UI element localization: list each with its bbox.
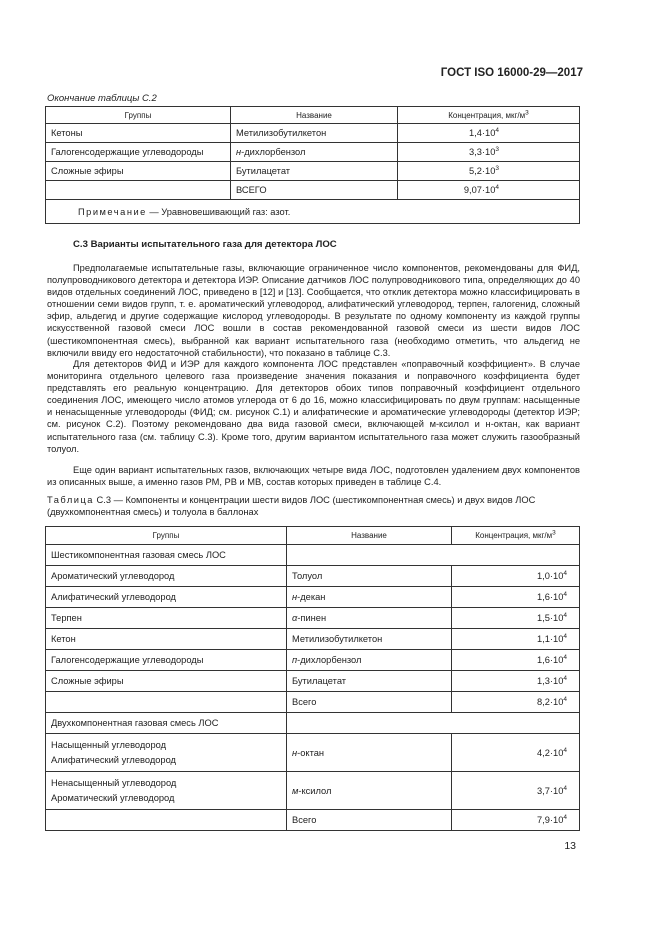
- table-row: [46, 608, 580, 629]
- table-c3-caption-text: С.3 — Компоненты и концентрации шести видов ЛОС (шестикомпонентная смесь) и двух видов ЛОС (двухкомпонентная смесь) и толуола в баллонах: [47, 495, 536, 517]
- table-c2-caption: Окончание таблицы С.2: [47, 93, 157, 104]
- group-cell: Сложные эфиры: [46, 671, 287, 692]
- empty-cell: [287, 713, 580, 734]
- page-number: 13: [564, 840, 576, 852]
- concentration-cell: $1,5\cdot 10^4$: [452, 608, 580, 629]
- document-header: ГОСТ ISO 16000-29—2017: [440, 67, 583, 79]
- name-cell: Метилизобутилкетон: [287, 629, 452, 650]
- concentration-cell: $1,0\cdot 10^4$: [452, 566, 580, 587]
- section-label: Шестикомпонентная газовая смесь ЛОС: [46, 545, 287, 566]
- name-cell: п-дихлорбензол: [287, 650, 452, 671]
- column-header-name: Название: [287, 527, 452, 545]
- concentration-cell: $9,07\cdot 10^4$: [398, 181, 580, 200]
- table-note-row: [46, 200, 580, 224]
- group-cell: [46, 181, 231, 200]
- concentration-cell: $3,7\cdot 10^4$: [452, 772, 580, 810]
- concentration-cell: $5,2\cdot 10^3$: [398, 162, 580, 181]
- name-cell: н-декан: [287, 587, 452, 608]
- table-row: [46, 181, 580, 200]
- column-header-concentration: Концентрация, мкг/$м^3$: [452, 527, 580, 545]
- concentration-cell: $7,9\cdot 10^4$: [452, 810, 580, 831]
- table-c2: [45, 106, 580, 224]
- empty-cell: [287, 545, 580, 566]
- concentration-cell: $4,2\cdot 10^4$: [452, 734, 580, 772]
- group-cell: Кетон: [46, 629, 287, 650]
- table-row: [46, 671, 580, 692]
- table-c3-caption-label: Таблица: [47, 495, 94, 505]
- group-cell: Сложные эфиры: [46, 162, 231, 181]
- note-text: — Уравновешивающий газ: азот.: [146, 206, 291, 217]
- concentration-cell: $1,4\cdot 10^4$: [398, 124, 580, 143]
- table-row: [46, 650, 580, 671]
- table-row: [46, 143, 580, 162]
- table-row: [46, 587, 580, 608]
- table-row: [46, 162, 580, 181]
- table-row: [46, 734, 580, 772]
- table-header-row: [46, 527, 580, 545]
- paragraph-2: Для детекторов ФИД и ИЭР для каждого компонента ЛОС представлен «поправочный коэффициент». В случае мониторинга отдельного целевого газа произведение значения показания и поправочного коэффициента будет представлять его реальную концентрацию. Для детекторов обоих типов поправочный коэффициент отдельного соединения ЛОС, имеющего число атомов углерода от 6 до 16, можно классифицировать по двум группам: насыщенные и ненасыщенные углеводороды (ФИД; см. рисунок С.1) и алифатические и ароматические углеводороды (детектор ИЭР; см. рисунок С.2). Поэтому рекомендовано два вида газовой смеси, включающей м-ксилол и н-октан, как вариант испытательного газа (см. таблицу С.3). Кроме того, другим вариантом испытательного газа может служить газообразный толуол.: [47, 359, 580, 454]
- group-cell: Алифатический углеводород: [46, 587, 287, 608]
- table-c3-caption: [47, 494, 580, 518]
- table-row: [46, 772, 580, 810]
- paragraph-3: Еще один вариант испытательных газов, включающих четыре вида ЛОС, подготовлен удалением двух компонентов из описанных выше, а именно газов РМ, РВ и МВ, состав которых приведен в таблице С.4.: [47, 465, 580, 488]
- section-row: [46, 545, 580, 566]
- table-c3: [45, 526, 580, 831]
- name-cell: м-ксилол: [287, 772, 452, 810]
- group-cell: Ненасыщенный углеводород Ароматический углеводород: [46, 772, 287, 810]
- name-cell: Бутилацетат: [287, 671, 452, 692]
- group-cell: Галогенсодержащие углеводороды: [46, 143, 231, 162]
- name-cell: ВСЕГО: [231, 181, 398, 200]
- group-cell: Терпен: [46, 608, 287, 629]
- column-header-groups: Группы: [46, 527, 287, 545]
- group-cell: [46, 810, 287, 831]
- table-header-row: [46, 107, 580, 124]
- name-cell: н-октан: [287, 734, 452, 772]
- name-cell: Бутилацетат: [231, 162, 398, 181]
- name-cell: Толуол: [287, 566, 452, 587]
- concentration-cell: $1,3\cdot 10^4$: [452, 671, 580, 692]
- group-cell: Ароматический углеводород: [46, 566, 287, 587]
- concentration-cell: $1,6\cdot 10^4$: [452, 587, 580, 608]
- section-row: [46, 713, 580, 734]
- group-cell: Галогенсодержащие углеводороды: [46, 650, 287, 671]
- name-cell: Метилизобутилкетон: [231, 124, 398, 143]
- column-header-groups: Группы: [46, 107, 231, 124]
- section-label: Двухкомпонентная газовая смесь ЛОС: [46, 713, 287, 734]
- concentration-cell: $1,1\cdot 10^4$: [452, 629, 580, 650]
- table-row: [46, 692, 580, 713]
- concentration-cell: $3,3\cdot 10^3$: [398, 143, 580, 162]
- table-row: [46, 124, 580, 143]
- group-cell: [46, 692, 287, 713]
- column-header-concentration: Концентрация, мкг/$м^3$: [398, 107, 580, 124]
- paragraph-1: Предполагаемые испытательные газы, включающие ограниченное число компонентов, рекомендованы для ФИД, полупроводникового детектора и детектора ИЭР. Описание датчиков ЛОС полупроводникового типа, определяющих до 40 видов отдельных соединений ЛОС, приведено в [12] и [13]. Сообщается, что отклик детектора можно классифицировать в отношении семи видов групп, т. е. ароматический углеводород, алифатический углеводород, терпен, галогенид, сложный эфир, альдегид и другие содержащие кислород углеводороды. В результате по одному компоненту из каждой группы искусственной газовой смеси ЛОС вошли в состав рекомендованной газовой смеси из шести видов ЛОС (шестикомпонентная смесь), выбранной как вариант испытательного газа (необходимо отметить, что альдегид не включили ввиду его недостаточной стабильности), что показано в таблице С.3.: [47, 263, 580, 358]
- table-row: [46, 566, 580, 587]
- table-row: [46, 810, 580, 831]
- concentration-cell: $1,6\cdot 10^4$: [452, 650, 580, 671]
- note-label: Примечание: [78, 206, 147, 217]
- name-cell: Всего: [287, 692, 452, 713]
- table-note: [46, 200, 580, 224]
- table-row: [46, 629, 580, 650]
- name-cell: α-пинен: [287, 608, 452, 629]
- column-header-name: Название: [231, 107, 398, 124]
- section-heading: С.3 Варианты испытательного газа для детектора ЛОС: [73, 239, 337, 250]
- group-cell: Кетоны: [46, 124, 231, 143]
- name-cell: Всего: [287, 810, 452, 831]
- name-cell: н-дихлорбензол: [231, 143, 398, 162]
- concentration-cell: $8,2\cdot 10^4$: [452, 692, 580, 713]
- group-cell: Насыщенный углеводород Алифатический углеводород: [46, 734, 287, 772]
